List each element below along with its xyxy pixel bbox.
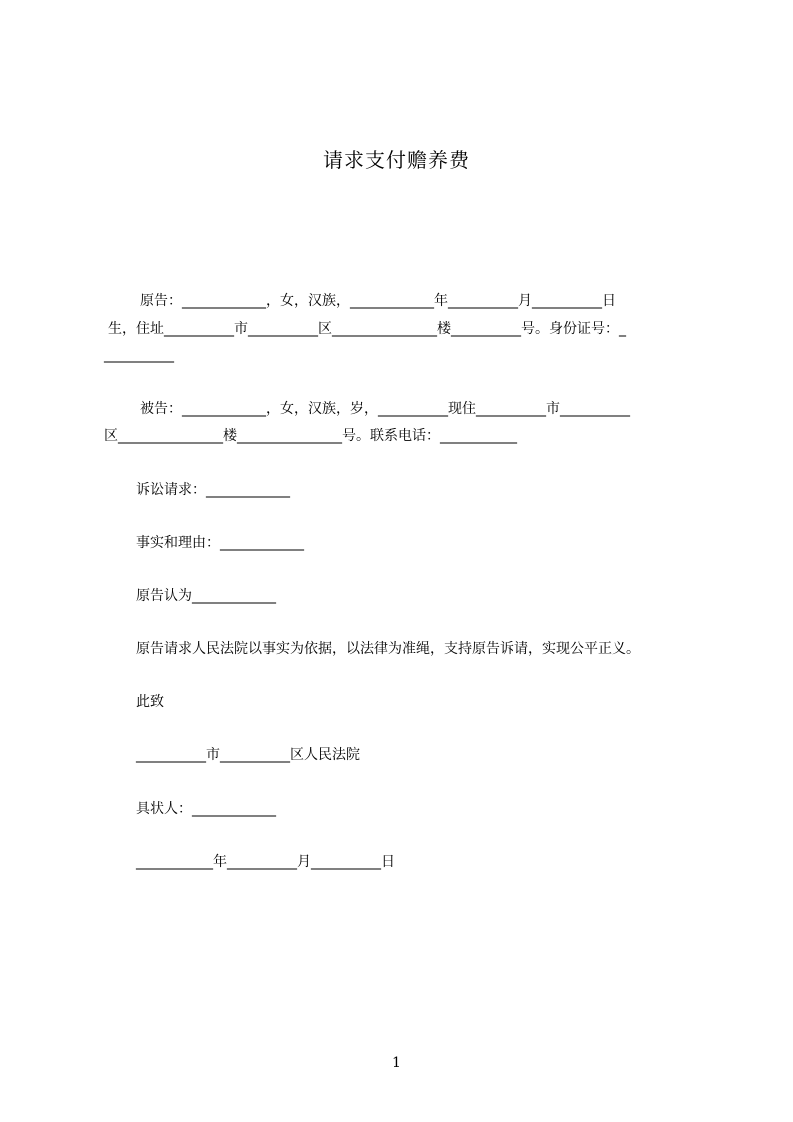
plaintiff-line-1: 原告：____________，女，汉族，____________年__________月__________日	[140, 293, 616, 309]
page-number: 1	[392, 1055, 401, 1071]
claims-line: 诉讼请求：____________	[136, 482, 290, 498]
salutation-line: 此致	[136, 694, 164, 710]
defendant-line-1: 被告：____________，女，汉族，岁，__________现住__________市__________	[140, 401, 630, 417]
plaintiff-line-2: 生，住址__________市__________区_______________楼__________号。身份证号：_	[108, 321, 626, 337]
document-title: 请求支付赡养费	[323, 148, 470, 172]
request-line: 原告请求人民法院以事实为依据，以法律为准绳，支持原告诉请，实现公平正义。	[136, 641, 640, 657]
petitioner-line: 具状人：____________	[136, 801, 276, 817]
defendant-line-2: 区_______________楼_______________号。联系电话：___________	[104, 428, 517, 444]
date-line: ___________年__________月__________日	[136, 854, 395, 870]
facts-line: 事实和理由：____________	[136, 535, 304, 551]
court-line: __________市__________区人民法院	[136, 747, 360, 763]
plaintiff-line-3: __________	[104, 347, 174, 363]
plaintiff-opinion-line: 原告认为____________	[136, 588, 276, 604]
